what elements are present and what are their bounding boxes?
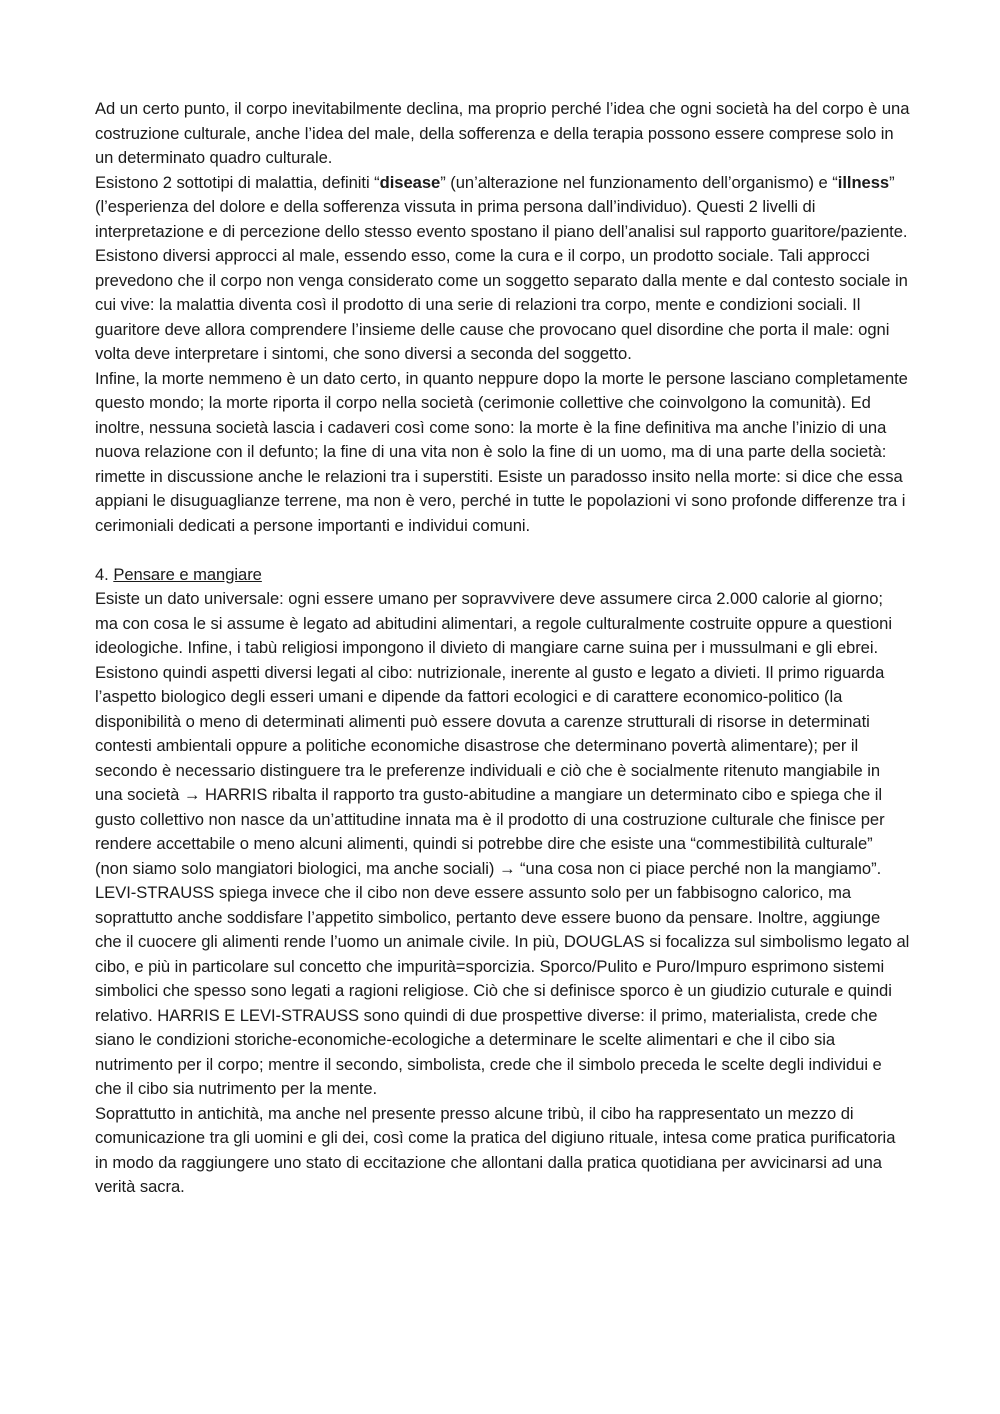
term-disease: disease bbox=[379, 172, 441, 192]
paragraph-food: Esiste un dato universale: ogni essere umano per sopravvivere deve assumere circa 2.000 calorie al giorno; ma con cosa le si assume è legato ad abitudini alimentari, a regole culturalmente costruite oppure a questioni ideologiche. Infine, i tabù religiosi impongono il divieto di mangiare carne suina per i mussulmani e gli ebrei. Esistono quindi aspetti diversi legati al cibo: nutrizionale, inerente al gusto e legato a divieti. Il primo riguarda l’aspetto biologico degli esseri umani e dipende da fattori ecologici e di carattere economico-politico (la disponibilità o meno di determinati alimenti può essere dovuta a carenze strutturali di risorse in determinati contesti ambientali oppure a politiche economiche disastrose che determinano povertà alimentare); per il secondo è necessario distinguere tra le preferenze individuali e ciò che è socialmente ritenuto mangiabile in una società → HARRIS ribalta il rapporto tra gusto-abitudine a mangiare un determinato cibo e spiega che il gusto collettivo non nasce da un’attitudine innata ma è il prodotto di una costruzione culturale che finisce per rendere accettabile o meno alcuni alimenti, quindi si potrebbe dire che esiste una “commestibilità culturale” (non siamo solo mangiatori biologici, ma anche sociali) → “una cosa non ci piace perché non la mangiamo”. LEVI-STRAUSS spiega invece che il cibo non deve essere assunto solo per un fabbisogno calorico, ma soprattutto anche soddisfare l’appetito simbolico, pertanto deve essere buono da pensare. Inoltre, aggiunge che il cuocere gli alimenti rende l’uomo un animale civile. In più, DOUGLAS si focalizza sul simbolismo legato al cibo, e più in particolare sul concetto che impurità=sporcizia. Sporco/Pulito e Puro/Impuro esprimono sistemi simbolici che spesso sono legati a ragioni religiose. Ciò che si definisce sporco è un giudizio cuturale e quindi relativo. HARRIS E LEVI-STRAUSS sono quindi di due prospettive diverse: il primo, materialista, crede che siano le condizioni storiche-economiche-ecologiche a determinare le scelte alimentari e che il cibo sia nutrimento per il corpo; mentre il secondo, simbolista, crede che il simbolo preceda le scelte degli individui e che il cibo sia nutrimento per la mente. bbox=[95, 589, 910, 1098]
section-number: 4. bbox=[95, 564, 114, 584]
section-title: Pensare e mangiare bbox=[113, 564, 262, 584]
blank-line bbox=[95, 538, 910, 563]
text-run: ” (un’alterazione nel funzionamento dell’organismo) e “ bbox=[440, 172, 838, 192]
section-heading bbox=[95, 563, 910, 588]
paragraph-body-decline: Ad un certo punto, il corpo inevitabilmente declina, ma proprio perché l’idea che ogni società ha del corpo è una costruzione culturale, anche l’idea del male, della sofferenza e della terapia possono essere comprese solo in un determinato quadro culturale. bbox=[95, 99, 910, 167]
paragraph-death: Infine, la morte nemmeno è un dato certo, in quanto neppure dopo la morte le persone lasciano completamente questo mondo; la morte riporta il corpo nella società (cerimonie collettive che coinvolgono la comunità). Ed inoltre, nessuna società lascia i cadaveri così come sono: la morte è la fine definitiva ma anche l’inizio di una nuova relazione con il defunto; la fine di una vita non è solo la fine di un uomo, ma di una parte della società: rimette in discussione anche le relazioni tra i superstiti. Esiste un paradosso insito nella morte: si dice che essa appiani le disuguaglianze terrene, ma non è vero, perché in tutte le popolazioni vi sono profonde differenze tra i cerimoniali dedicati a persone importanti e individui comuni. bbox=[95, 368, 908, 535]
text-run: Esistono 2 sottotipi di malattia, definiti “ bbox=[95, 172, 380, 192]
paragraph-food-communication: Soprattutto in antichità, ma anche nel presente presso alcune tribù, il cibo ha rappresentato un mezzo di comunicazione tra gli uomini e gli dei, così come la pratica del digiuno rituale, intesa come pratica purificatoria in modo da raggiungere uno stato di eccitazione che allontani dalla pratica quotidiana per avvicinarsi ad una verità sacra. bbox=[95, 1103, 896, 1196]
document-page bbox=[95, 97, 910, 1200]
term-illness: illness bbox=[837, 172, 890, 192]
text-run: ” (l’esperienza del dolore e della sofferenza vissuta in prima persona dall’individuo). Questi 2 livelli di interpretazione e di percezione dello stesso evento spostano il piano dell’analisi sul rapporto guaritore/paziente. Esistono diversi approcci al male, essendo esso, come la cura e il corpo, un prodotto sociale. Tali approcci prevedono che il corpo non venga considerato come un soggetto separato dalla mente e dal contesto sociale in cui vive: la malattia diventa così il prodotto di una serie di relazioni tra corpo, mente e condizioni sociali. Il guaritore deve allora comprendere l’insieme delle cause che provocano quel disordine che porta il male: ogni volta deve interpretare i sintomi, che sono diversi a seconda del soggetto. bbox=[95, 172, 908, 363]
paragraph-illness-types bbox=[95, 171, 910, 367]
